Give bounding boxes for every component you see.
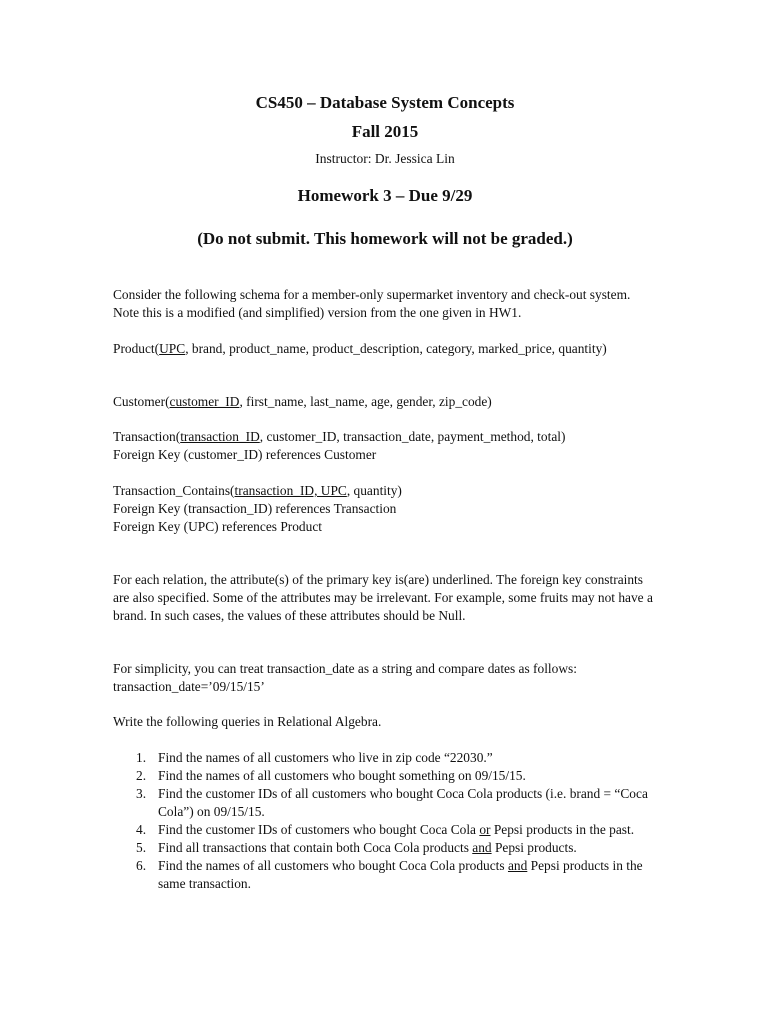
list-item: 1. Find the names of all customers who live in zip code “22030.” bbox=[136, 750, 493, 765]
schema-transaction-contains: Transaction_Contains(transaction_ID, UPC, quantity) Foreign Key (transaction_ID) references Transaction Foreign Key (UPC) references Product bbox=[113, 482, 658, 536]
schema-product: Product(UPC, brand, product_name, product_description, category, marked_price, quantity) bbox=[113, 341, 607, 356]
primary-key: transaction_ID bbox=[180, 429, 260, 444]
schema-transaction: Transaction(transaction_ID, customer_ID, transaction_date, payment_method, total) Foreign Key (customer_ID) references Customer bbox=[113, 428, 658, 464]
list-item: 4. Find the customer IDs of customers who bought Coca Cola or Pepsi products in the past. bbox=[136, 822, 635, 837]
list-item: 2. Find the names of all customers who bought something on 09/15/15. bbox=[136, 768, 526, 783]
primary-key: customer_ID bbox=[169, 394, 240, 409]
instructions-paragraph: Write the following queries in Relational Algebra. bbox=[113, 714, 382, 729]
foreign-key: Foreign Key (customer_ID) references Customer bbox=[113, 447, 377, 462]
foreign-key: Foreign Key (transaction_ID) references Transaction bbox=[113, 501, 397, 516]
foreign-key: Foreign Key (UPC) references Product bbox=[113, 519, 322, 534]
grading-note: (Do not submit. This homework will not be graded.) bbox=[197, 229, 573, 248]
schema-customer: Customer(customer_ID, first_name, last_name, age, gender, zip_code) bbox=[113, 394, 492, 409]
list-item: 6. Find the names of all customers who bought Coca Cola products and Pepsi products in the same transaction. bbox=[136, 858, 643, 891]
primary-key: UPC bbox=[159, 341, 186, 356]
term: Fall 2015 bbox=[351, 122, 419, 141]
intro-paragraph: Consider the following schema for a member-only supermarket inventory and check-out system. Note this is a modified (and simplified) version from the one given in HW1. bbox=[113, 287, 631, 320]
list-item: 3. Find the customer IDs of all customers who bought Coca Cola products (i.e. brand = “Coca Cola”) on 09/15/15. bbox=[136, 786, 648, 819]
homework-title: Homework 3 – Due 9/29 bbox=[297, 186, 473, 205]
query-list bbox=[113, 749, 658, 893]
list-item: 5. Find all transactions that contain both Coca Cola products and Pepsi products. bbox=[136, 840, 577, 855]
keys-paragraph: For each relation, the attribute(s) of the primary key is(are) underlined. The foreign key constraints are also specified. Some of the attributes may be irrelevant. For example, some fruits may not have a brand. In such cases, the values of these attributes should be Null. bbox=[113, 572, 653, 623]
dates-paragraph: For simplicity, you can treat transaction_date as a string and compare dates as follows: transaction_date=’09/15/15’ bbox=[113, 661, 577, 694]
course-title: CS450 – Database System Concepts bbox=[255, 93, 515, 112]
instructor: Instructor: Dr. Jessica Lin bbox=[315, 151, 455, 166]
primary-key: transaction_ID, UPC bbox=[234, 483, 347, 498]
